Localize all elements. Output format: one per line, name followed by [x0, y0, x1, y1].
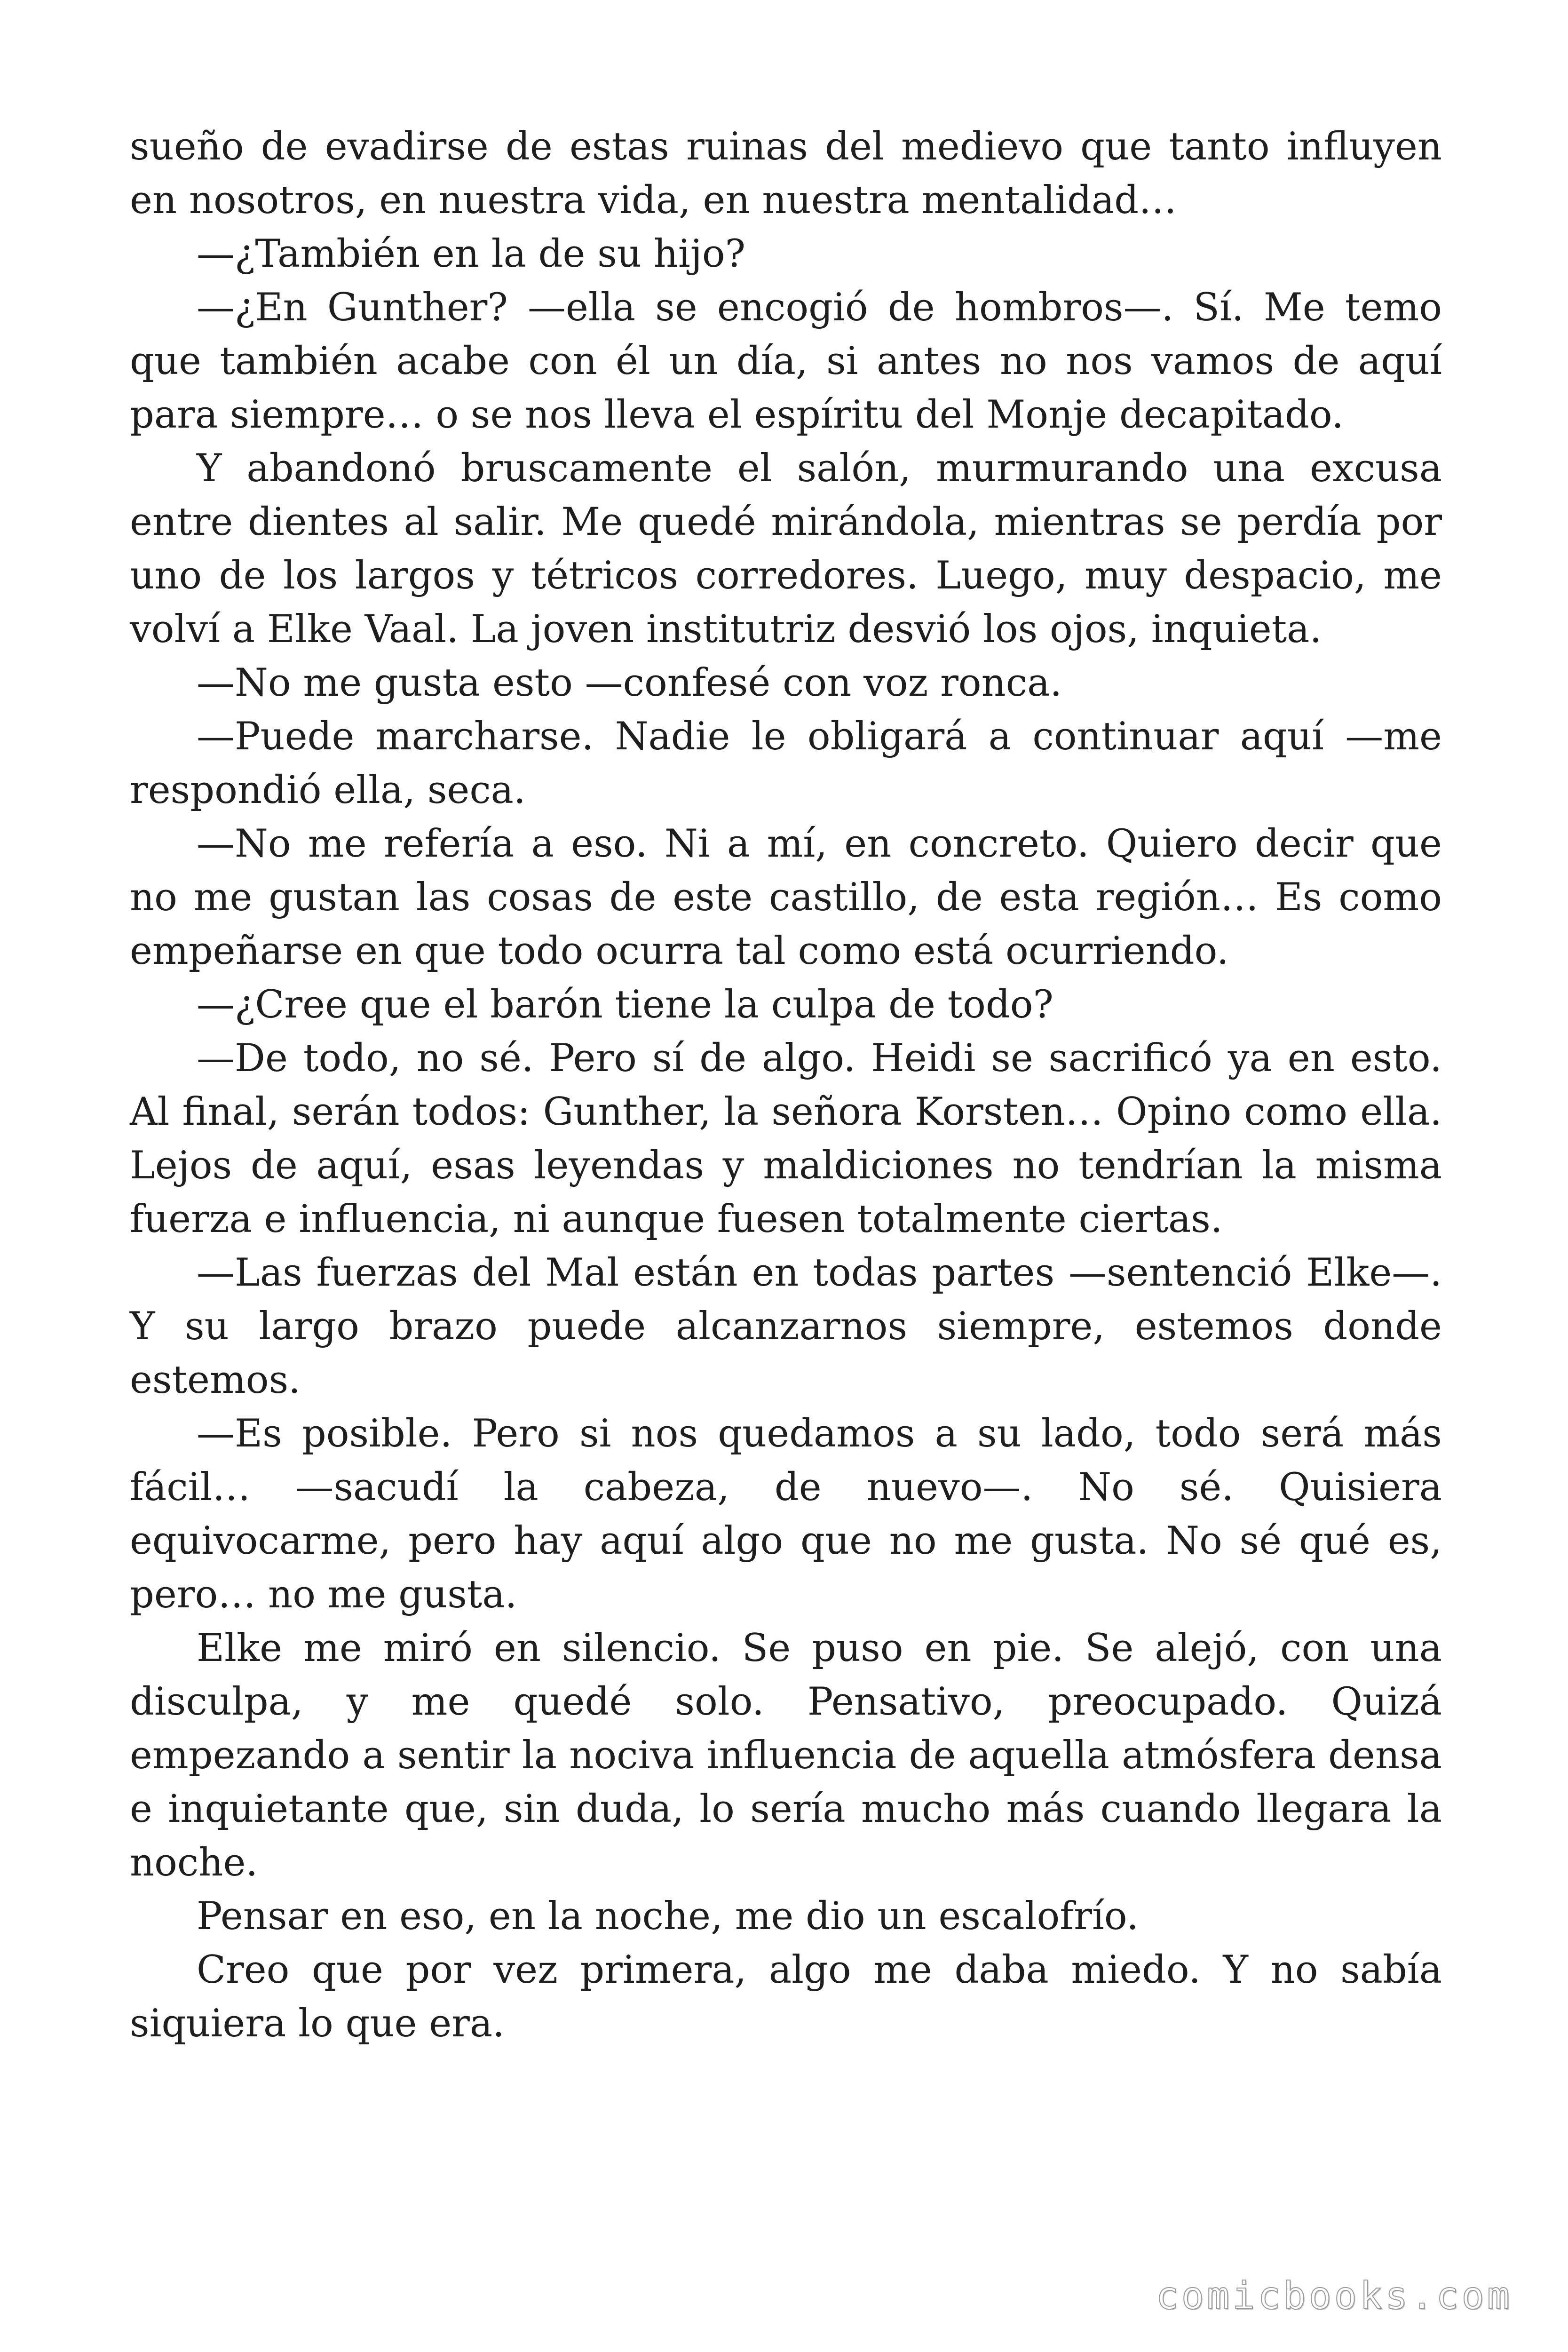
paragraph: Creo que por vez primera, algo me daba miedo. Y no sabía siquiera lo que era.: [130, 1948, 1442, 2046]
paragraph: Elke me miró en silencio. Se puso en pie. Se alejó, con una disculpa, y me quedé solo. Pensativo, preocupado. Quizá empezando a sentir la nociva influencia de aquella atmósfera densa e inquietante que, sin duda, lo sería mucho más cuando llegara la noche.: [130, 1626, 1442, 1885]
paragraph: Pensar en eso, en la noche, me dio un escalofrío.: [197, 1894, 1139, 1939]
watermark: comicbooks.com: [1156, 2274, 1513, 2318]
paragraph: sueño de evadirse de estas ruinas del medievo que tanto influyen en nosotros, en nuestra vida, en nuestra mentalidad…: [130, 125, 1442, 222]
paragraph: —No me refería a eso. Ni a mí, en concreto. Quiero decir que no me gustan las cosas de este castillo, de esta región… Es como empeñarse en que todo ocurra tal como está ocurriendo.: [130, 822, 1442, 973]
paragraph: —De todo, no sé. Pero sí de algo. Heidi se sacrificó ya en esto. Al final, serán todos: Gunther, la señora Korsten… Opino como ella. Lejos de aquí, esas leyendas y maldiciones no tendrían la misma fuerza e influencia, ni aunque fuesen totalmente ciertas.: [130, 1036, 1442, 1241]
paragraph: —Puede marcharse. Nadie le obligará a continuar aquí —me respondió ella, seca.: [130, 715, 1442, 812]
paragraph: —Las fuerzas del Mal están en todas partes —sentenció Elke—. Y su largo brazo puede alcanzarnos siempre, estemos donde estemos.: [130, 1251, 1442, 1402]
paragraph: —Es posible. Pero si nos quedamos a su lado, todo será más fácil… —sacudí la cabeza, de nuevo—. No sé. Quisiera equivocarme, pero hay aquí algo que no me gusta. No sé qué es, pero… no me gusta.: [130, 1412, 1442, 1617]
paragraph: —¿Cree que el barón tiene la culpa de todo?: [197, 983, 1053, 1027]
page-body: [130, 120, 1442, 2050]
paragraph: —¿En Gunther? —ella se encogió de hombros—. Sí. Me temo que también acabe con él un día, si antes no nos vamos de aquí para siempre… o se nos lleva el espíritu del Monje decapitado.: [130, 286, 1442, 437]
paragraph: —No me gusta esto —confesé con voz ronca.: [197, 661, 1062, 705]
paragraph: Y abandonó bruscamente el salón, murmurando una excusa entre dientes al salir. Me quedé mirándola, mientras se perdía por uno de los largos y tétricos corredores. Luego, muy despacio, me volví a Elke Vaal. La joven institutriz desvió los ojos, inquieta.: [130, 446, 1442, 652]
paragraph: —¿También en la de su hijo?: [197, 232, 746, 276]
